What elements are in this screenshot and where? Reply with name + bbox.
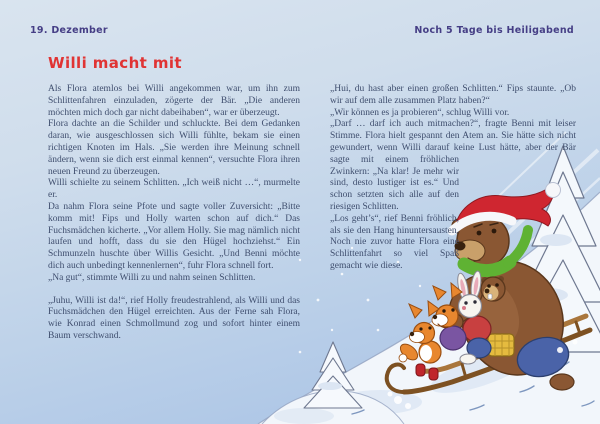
countdown-label: Noch 5 Tage bis Heiligabend <box>414 25 574 36</box>
date-label: 19. Dezember <box>30 25 108 36</box>
story-paragraph: „Juhu, Willi ist da!“, rief Holly freudestrahlend, als Willi und das Fuchsmädchen den Hügel erreichten. Aus der Ferne sah Flora, wie Konrad einen Schmollmund zog und sofort hinter einem Baum verschwand. <box>48 295 300 341</box>
story-paragraph: „Hui, du hast aber einen großen Schlitten.“ Fips staunte. „Ob wir auf dem alle zusammen Platz haben?“ <box>330 84 576 106</box>
story-title: Willi macht mit <box>48 54 182 72</box>
illustration-wrap-spacer <box>459 164 577 394</box>
right-page-text <box>330 84 577 394</box>
story-paragraph: „Na gut“, stimmte Willi zu und nahm seinen Schlitten. <box>48 272 256 283</box>
story-paragraph: Als Flora atemlos bei Willi angekommen war, um ihn zum Schlittenfahren einzuladen, zögerte der Bär. „Die anderen möchten mich doch gar nicht dabeihaben“, war er überzeugt. <box>48 84 300 118</box>
story-paragraph: „Darf … darf ich auch mitmachen?“, fragte Benni mit leiser Stimme. Flora hielt gespannt den Atem an. Sie hätte sich nicht gewundert, wenn Willi darauf keine Lust hätte, aber der Bär sagte mit einem fröhlichen Zwinkern: „Na klar! Je mehr wir sind, desto lustiger ist es.“ Und schon setzten sich alle auf den riesigen Schlitten. <box>330 119 576 212</box>
story-paragraph: Willi schielte zu seinem Schlitten. „Ich weiß nicht …“, murmelte er. <box>48 178 300 201</box>
story-paragraph: Flora dachte an die Schilder und schluckte. Bei dem Gedanken daran, wie ausgeschlossen sich Willi fühlte, bekam sie einen richtigen Knoten im Hals. „Sie werden ihre Meinung schnell ändern, wenn sie dich erst einmal kennen“, versuchte Flora ihren neuen Freund zu überzeugen. <box>48 119 300 177</box>
story-paragraph: Da nahm Flora seine Pfote und sagte voller Zuversicht: „Bitte komm mit! Fips und Holly warten schon auf dich.“ Das Fuchsmädchen kicherte. „Vor allem Holly. Sie mag nämlich nicht laufen und hofft, dass du sie den Hügel hochziehst.“ Ein Schmunzeln huschte über Willis Gesicht. „Und Benni möchte dich auch unbedingt kennenlernen“, fuhr Flora schnell fort. <box>48 201 300 271</box>
text-wrap-spacer <box>576 84 577 164</box>
story-paragraph: „Los geht’s“, rief Benni fröhlich, als sie den Hang hinuntersausten. Noch nie zuvor hatte Flora eine Schlittenfahrt so viel Spaß gemacht wie diese. <box>330 213 459 271</box>
left-page-text <box>48 84 300 343</box>
story-paragraph: „Wir können es ja probieren“, schlug Willi vor. <box>330 107 510 118</box>
